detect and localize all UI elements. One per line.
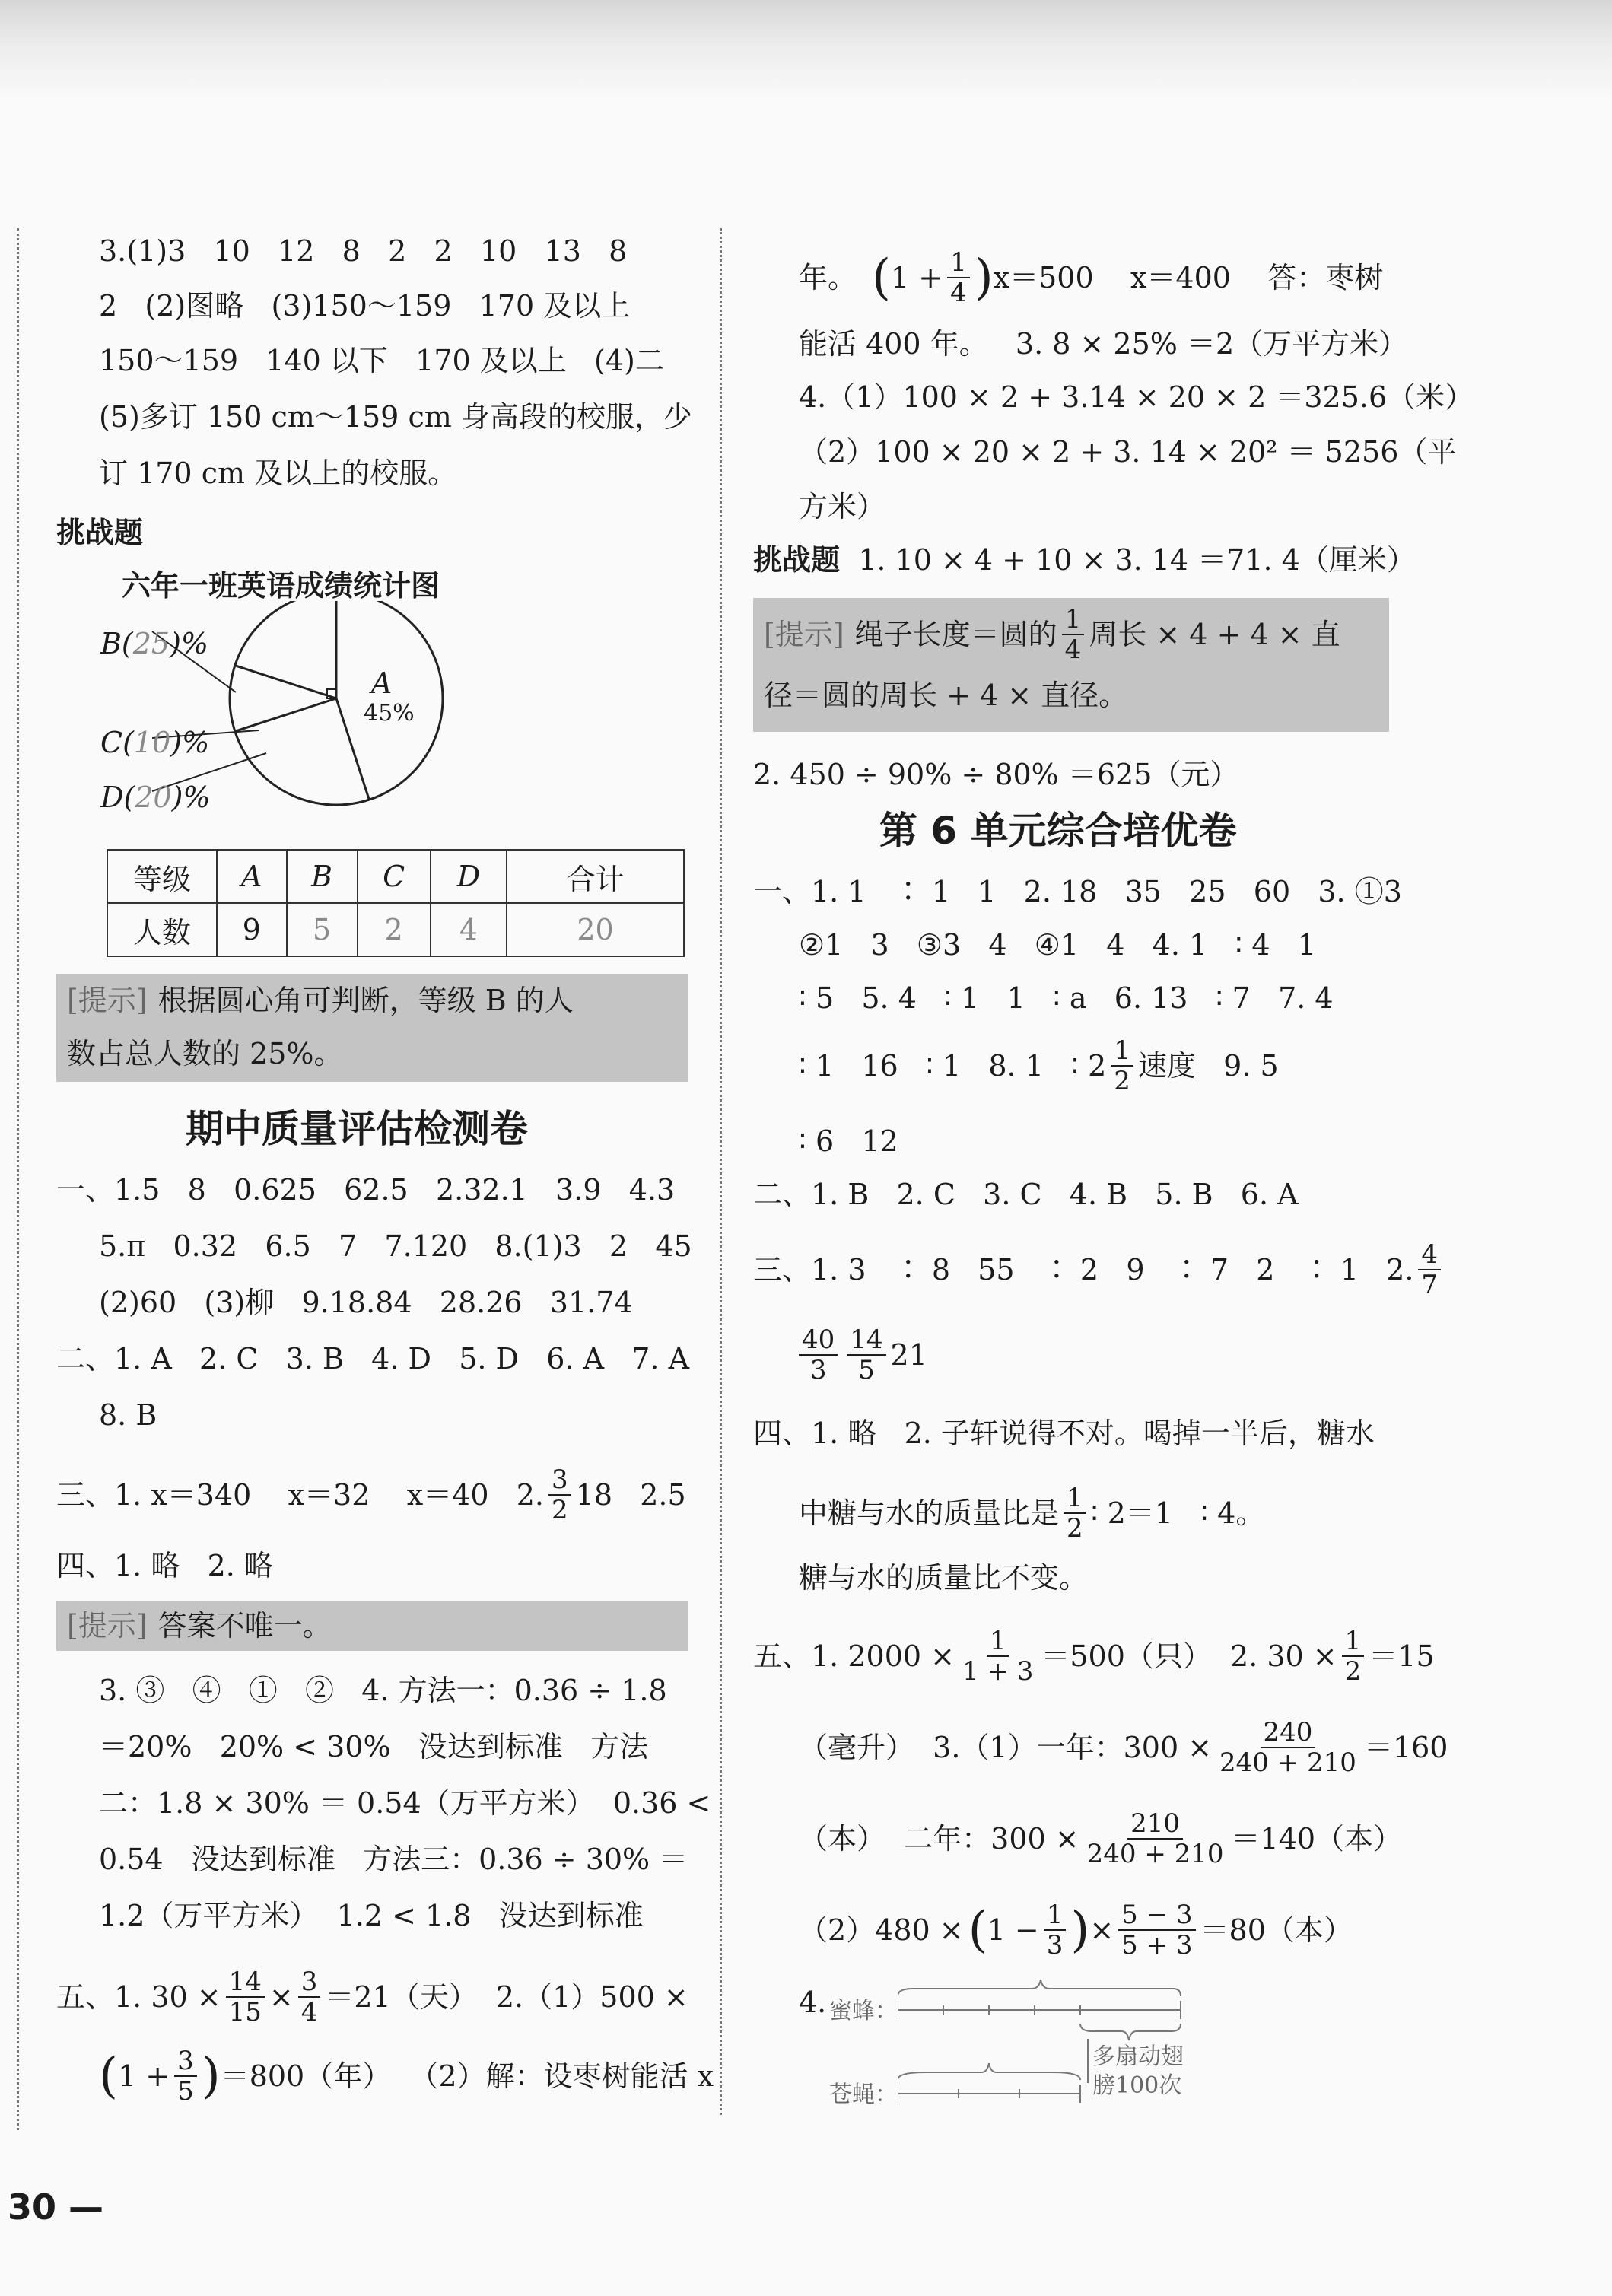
pie-label-b: B(25)% (100, 627, 209, 660)
answer-line: ②1 3 ③3 4 ④1 4 4. 1 ∶ 4 1 (799, 928, 1316, 962)
answer-line: 0.54 没达到标准 方法三：0.36 ÷ 30% ＝ (99, 1843, 688, 1876)
answer-line: ( 1 + $\frac{3}{5}$ ) ＝800（年） （2）解：设枣树能活 x (99, 2046, 714, 2107)
pie-slice-boundary-D (235, 666, 336, 698)
answer-line: 2 (2)图略 (3)150～159 170 及以上 (99, 289, 631, 323)
pie-chart-title: 六年一班英语成绩统计图 (122, 569, 440, 603)
answer-line: 二：1.8 × 30% ＝ 0.54（万平方米） 0.36 < (99, 1786, 711, 1820)
answer-line: ∶ 6 12 (799, 1124, 898, 1158)
answer-line: 五、1. 30 × $\frac{14}{15}$ × $\frac{3}{4}$ ＝21（天） 2.（1）500 × (56, 1967, 688, 2027)
answer-line: $\frac{40}{3}$ $\frac{14}{5}$ 21 (794, 1325, 927, 1385)
answer-line: 1.2（万平方米） 1.2 < 1.8 没达到标准 (99, 1899, 644, 1932)
left-margin-rule (17, 228, 19, 2130)
tip-text: 根据圆心角可判断，等级 B 的人 (157, 984, 574, 1017)
answer-line: 4.（1）100 × 2 + 3.14 × 20 × 2 ＝325.6（米） (799, 380, 1474, 414)
answer-line: 三、1. 3 ∶ 8 55 ∶ 2 9 ∶ 7 2 ∶ 1 2. $\frac{4}{7}$ (753, 1240, 1445, 1299)
answer-line: 3.(1)3 10 12 8 2 2 10 13 8 (99, 234, 628, 268)
pie-value-d: 20 (135, 781, 172, 814)
fraction: $\frac{1}{4}$ (1062, 605, 1085, 664)
pie-slice-boundary-C (235, 698, 336, 731)
table-header-cell: C (358, 850, 431, 903)
table-cell: 5 (287, 903, 358, 956)
pie-value-a: 45% (364, 700, 415, 727)
diagram-note: 膀100次 (1092, 2072, 1182, 2099)
answer-line: 二、1. B 2. C 3. C 4. B 5. B 6. A (753, 1178, 1299, 1211)
answer-line: 3. ③ ④ ① ② 4. 方法一：0.36 ÷ 1.8 (99, 1674, 667, 1707)
pie-label-a: A (371, 666, 393, 700)
answer-line: 能活 400 年。 3. 8 × 25% ＝2（万平方米） (799, 327, 1408, 361)
fraction: $\frac{1}{3}$ (1044, 1900, 1067, 1960)
tip-tag: [提示] (764, 618, 844, 651)
table-row-label: 人数 (107, 903, 217, 956)
answer-line: 方米） (799, 490, 886, 523)
section-title: 第 6 单元综合培优卷 (879, 809, 1237, 853)
answer-line: 订 170 cm 及以上的校服。 (99, 456, 457, 490)
tip-tag: [提示] (67, 1609, 148, 1642)
answer-line: 一、1. 1 ∶ 1 1 2. 18 35 25 60 3. ①3 (753, 875, 1402, 908)
answer-line: ＝20% 20% < 30% 没达到标准 方法 (99, 1730, 649, 1763)
answer-line: 挑战题 1. 10 × 4 + 10 × 3. 14 ＝71. 4（厘米） (753, 543, 1416, 577)
table-cell: 20 (507, 903, 684, 956)
tip-box (753, 598, 1389, 732)
answer-line: 中糖与水的质量比是 $\frac{1}{2}$ ∶ 2＝1 ∶ 4。 (799, 1483, 1265, 1544)
fly-brace (898, 2063, 1080, 2080)
table-header-cell: 等级 (107, 850, 217, 903)
fraction: $\frac{1}{2}$ (1064, 1483, 1086, 1543)
answer-line: （本） 二年：300 × $\frac{210}{240 + 210}$ ＝140（本） (799, 1808, 1403, 1869)
diagram-note: 多扇动翅 (1092, 2043, 1184, 2070)
fraction: $\frac{210}{240 + 210}$ (1086, 1808, 1224, 1869)
table-cell: 9 (217, 903, 287, 956)
answer-line: 二、1. A 2. C 3. B 4. D 5. D 6. A 7. A (56, 1342, 690, 1375)
answer-line: 150～159 140 以下 170 及以上 (4)二 (99, 344, 664, 377)
bee-label: 蜜蜂： (829, 1998, 898, 2024)
fraction: $\frac{1}{1 + 3}$ (962, 1626, 1034, 1687)
tip-text: 绳子长度＝圆的 (854, 618, 1057, 651)
table-row (107, 850, 684, 903)
fraction: $\frac{5 - 3}{5 + 3}$ (1118, 1900, 1195, 1960)
answer-line: (5)多订 150 cm～159 cm 身高段的校服，少 (99, 400, 692, 434)
table-header-cell: 合计 (507, 850, 684, 903)
fraction: $\frac{14}{5}$ (847, 1325, 885, 1385)
answer-line: 年。 ( 1 + $\frac{1}{4}$ ) x＝500 x＝400 答：枣树 (799, 247, 1384, 308)
question-number: 4. (799, 1986, 827, 2019)
answer-line: （2）100 × 20 × 2 + 3. 14 × 20² ＝ 5256（平 (799, 435, 1457, 469)
answer-line: （2）480 × ( 1 − $\frac{1}{3}$ ) × $\frac{5 - 3}{5 + 3}$ ＝80（本） (799, 1900, 1353, 1961)
fraction: $\frac{40}{3}$ (799, 1325, 838, 1385)
answer-line: 一、1.5 8 0.625 62.5 2.32.1 3.9 4.3 (56, 1173, 676, 1207)
pie-label-d: D(20)% (100, 781, 211, 814)
diff-brace (1080, 2024, 1181, 2040)
tip-text: 径＝圆的周长 + 4 × 直径。 (764, 679, 1128, 712)
fraction: $\frac{1}{4}$ (947, 248, 970, 307)
tip-tag: [提示] (67, 984, 148, 1017)
table-header-cell: D (431, 850, 507, 903)
tip-box (56, 974, 688, 1082)
answer-line: （毫升） 3.（1）一年：300 × $\frac{240}{240 + 210}$ ＝160 (799, 1717, 1448, 1778)
page-number: 30 — (8, 2186, 104, 2228)
segment-diagram (898, 1970, 1187, 2123)
fraction: $\frac{3}{4}$ (298, 1967, 321, 2027)
fraction: $\frac{1}{2}$ (1342, 1627, 1365, 1686)
answer-line: 8. B (99, 1398, 157, 1432)
table-row (107, 903, 684, 956)
answer-line: 糖与水的质量比不变。 (799, 1561, 1089, 1595)
pie-value-c: 10 (133, 726, 171, 759)
fraction: $\frac{1}{2}$ (1111, 1036, 1133, 1096)
answer-line: 5.π 0.32 6.5 7 7.120 8.(1)3 2 45 (99, 1229, 692, 1263)
fraction: $\frac{3}{5}$ (174, 2046, 197, 2106)
fraction: $\frac{240}{240 + 210}$ (1219, 1717, 1356, 1778)
tip-text: 答案不唯一。 (157, 1609, 332, 1642)
tip-text: 数占总人数的 25%。 (67, 1037, 343, 1070)
fraction: $\frac{14}{15}$ (226, 1967, 265, 2027)
tip-text: 周长 × 4 + 4 × 直 (1089, 618, 1340, 651)
answer-line: 四、1. 略 2. 子轩说得不对。喝掉一半后，糖水 (753, 1417, 1375, 1450)
scan-top-edge (0, 0, 1612, 99)
fly-label: 苍蝇： (829, 2081, 898, 2108)
table-header-cell: B (287, 850, 358, 903)
fraction: $\frac{3}{2}$ (548, 1465, 571, 1525)
column-divider (720, 228, 722, 2115)
fraction: $\frac{4}{7}$ (1418, 1240, 1441, 1299)
answer-line: 三、1. x＝340 x＝32 x＝40 2. $\frac{3}{2}$ 18 2.5 (56, 1464, 686, 1525)
table-cell: 2 (358, 903, 431, 956)
pie-label-c: C(10)% (100, 726, 210, 759)
answer-line: ∶ 5 5. 4 ∶ 1 1 ∶ a 6. 13 ∶ 7 7. 4 (799, 981, 1334, 1015)
section-title: 期中质量评估检测卷 (186, 1107, 528, 1151)
pie-value-b: 25 (132, 627, 170, 660)
challenge-label: 挑战题 (753, 543, 841, 577)
answer-line: 四、1. 略 2. 略 (56, 1549, 273, 1582)
tip-box (56, 1601, 688, 1651)
answer-line: ∶ 1 16 ∶ 1 8. 1 ∶ 2 $\frac{1}{2}$ 速度 9. 5 (799, 1035, 1279, 1096)
answer-line: 五、1. 2000 × $\frac{1}{1 + 3}$ ＝500（只） 2. 30 × $\frac{1}{2}$ ＝15 (753, 1626, 1435, 1687)
answer-line: 2. 450 ÷ 90% ÷ 80% ＝625（元） (753, 758, 1239, 791)
table-header-cell: A (217, 850, 287, 903)
answer-line: (2)60 (3)柳 9.18.84 28.26 31.74 (99, 1286, 633, 1319)
grade-table (107, 849, 685, 957)
bee-brace (898, 1980, 1181, 1996)
table-cell: 4 (431, 903, 507, 956)
challenge-label: 挑战题 (56, 516, 144, 549)
